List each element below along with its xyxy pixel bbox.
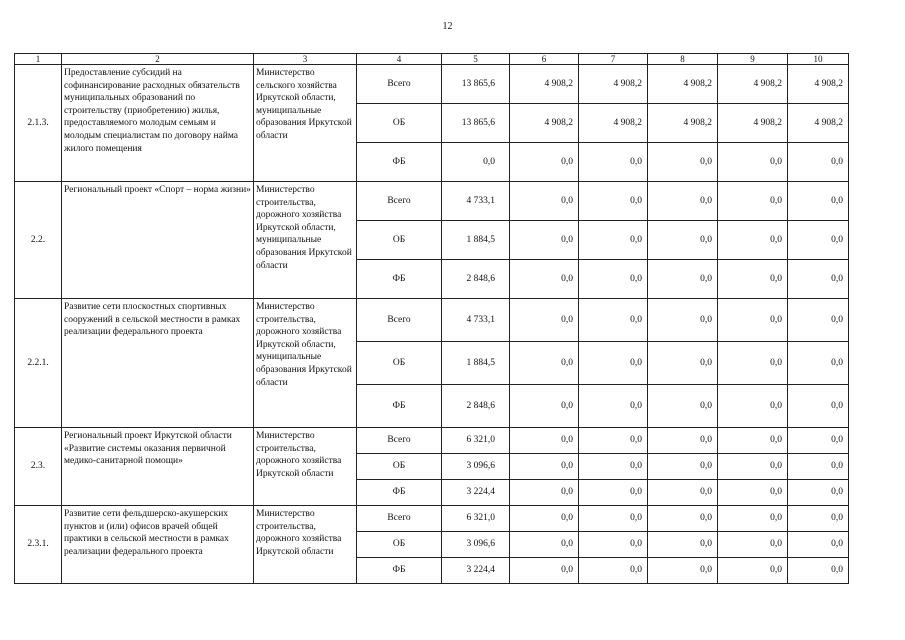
funding-value: 0,0 xyxy=(648,454,718,480)
measure-description: Развитие сети фельдшерско-акушерских пунктов и (или) офисов врачей общей практики в сельской местности в рамках реализации федерального проекта xyxy=(62,506,254,584)
funding-value: 0,0 xyxy=(788,558,849,584)
funding-value: 13 865,6 xyxy=(442,104,510,143)
funding-value: 0,0 xyxy=(788,260,849,299)
funding-value: 0,0 xyxy=(788,221,849,260)
funding-source: ОБ xyxy=(357,454,442,480)
funding-value: 0,0 xyxy=(579,143,648,182)
funding-value: 0,0 xyxy=(718,221,788,260)
funding-value: 0,0 xyxy=(788,532,849,558)
funding-value: 4 908,2 xyxy=(788,104,849,143)
funding-value: 0,0 xyxy=(648,143,718,182)
funding-value: 0,0 xyxy=(510,299,579,342)
funding-value: 0,0 xyxy=(510,221,579,260)
funding-value: 0,0 xyxy=(510,342,579,385)
header-cell: 9 xyxy=(718,54,788,65)
funding-source: Всего xyxy=(357,506,442,532)
measure-description: Региональный проект Иркутской области «Развитие системы оказания первичной медико-санитарной помощи» xyxy=(62,428,254,506)
funding-value: 0,0 xyxy=(648,480,718,506)
funding-value: 0,0 xyxy=(510,506,579,532)
measure-description: Региональный проект «Спорт – норма жизни» xyxy=(62,182,254,299)
funding-value: 0,0 xyxy=(648,182,718,221)
responsible-executor: Министерство строительства, дорожного хозяйства Иркутской области, муниципальные образования Иркутской области xyxy=(254,182,357,299)
row-number: 2.3.1. xyxy=(15,506,62,584)
funding-source: Всего xyxy=(357,182,442,221)
funding-value: 6 321,0 xyxy=(442,506,510,532)
row-number: 2.2. xyxy=(15,182,62,299)
funding-source: Всего xyxy=(357,65,442,104)
table-row xyxy=(15,182,849,221)
funding-value: 0,0 xyxy=(788,299,849,342)
funding-source: ФБ xyxy=(357,143,442,182)
table-row xyxy=(15,506,849,532)
funding-value: 4 908,2 xyxy=(648,65,718,104)
table-row xyxy=(15,428,849,454)
funding-value: 0,0 xyxy=(648,532,718,558)
funding-value: 0,0 xyxy=(718,143,788,182)
funding-value: 0,0 xyxy=(510,385,579,428)
funding-source: ОБ xyxy=(357,532,442,558)
funding-value: 0,0 xyxy=(718,182,788,221)
funding-value: 0,0 xyxy=(579,182,648,221)
measure-description: Предоставление субсидий на софинансирование расходных обязательств муниципальных образований по строительству (приобретению) жилья, предоставляемого молодым семьям и молодым специалистам по договору найма жилого помещения xyxy=(62,65,254,182)
funding-value: 0,0 xyxy=(788,480,849,506)
funding-source: ФБ xyxy=(357,480,442,506)
row-number: 2.3. xyxy=(15,428,62,506)
funding-value: 0,0 xyxy=(788,385,849,428)
funding-source: ФБ xyxy=(357,260,442,299)
funding-value: 0,0 xyxy=(648,558,718,584)
funding-value: 13 865,6 xyxy=(442,65,510,104)
page-number: 12 xyxy=(442,21,453,32)
funding-value: 4 908,2 xyxy=(648,104,718,143)
responsible-executor: Министерство сельского хозяйства Иркутской области, муниципальные образования Иркутской области xyxy=(254,65,357,182)
funding-value: 4 908,2 xyxy=(510,65,579,104)
header-row xyxy=(15,54,849,65)
row-number: 2.2.1. xyxy=(15,299,62,428)
funding-source: ОБ xyxy=(357,221,442,260)
budget-table xyxy=(14,53,849,584)
funding-value: 2 848,6 xyxy=(442,385,510,428)
funding-source: Всего xyxy=(357,428,442,454)
responsible-executor: Министерство строительства, дорожного хозяйства Иркутской области xyxy=(254,428,357,506)
funding-source: Всего xyxy=(357,299,442,342)
header-cell: 10 xyxy=(788,54,849,65)
funding-source: ФБ xyxy=(357,385,442,428)
measure-description: Развитие сети плоскостных спортивных сооружений в сельской местности в рамках реализации федерального проекта xyxy=(62,299,254,428)
funding-value: 4 908,2 xyxy=(579,65,648,104)
funding-value: 4 908,2 xyxy=(718,65,788,104)
funding-value: 1 884,5 xyxy=(442,221,510,260)
funding-value: 0,0 xyxy=(510,532,579,558)
funding-value: 0,0 xyxy=(510,480,579,506)
funding-value: 0,0 xyxy=(648,385,718,428)
header-cell: 7 xyxy=(579,54,648,65)
funding-source: ОБ xyxy=(357,104,442,143)
funding-value: 0,0 xyxy=(718,428,788,454)
funding-value: 0,0 xyxy=(718,506,788,532)
funding-value: 4 733,1 xyxy=(442,182,510,221)
funding-value: 0,0 xyxy=(579,428,648,454)
funding-value: 0,0 xyxy=(579,385,648,428)
funding-value: 0,0 xyxy=(718,342,788,385)
funding-value: 0,0 xyxy=(579,480,648,506)
header-cell: 4 xyxy=(357,54,442,65)
funding-value: 0,0 xyxy=(788,182,849,221)
table-row xyxy=(15,65,849,104)
funding-value: 0,0 xyxy=(510,428,579,454)
funding-value: 3 096,6 xyxy=(442,454,510,480)
funding-value: 0,0 xyxy=(579,299,648,342)
funding-value: 0,0 xyxy=(579,342,648,385)
funding-value: 0,0 xyxy=(788,342,849,385)
funding-value: 4 908,2 xyxy=(788,65,849,104)
funding-value: 0,0 xyxy=(648,299,718,342)
responsible-executor: Министерство строительства, дорожного хозяйства Иркутской области xyxy=(254,506,357,584)
funding-value: 0,0 xyxy=(648,428,718,454)
responsible-executor: Министерство строительства, дорожного хозяйства Иркутской области, муниципальные образования Иркутской области xyxy=(254,299,357,428)
funding-value: 0,0 xyxy=(442,143,510,182)
funding-value: 4 733,1 xyxy=(442,299,510,342)
funding-value: 0,0 xyxy=(579,454,648,480)
funding-value: 0,0 xyxy=(648,221,718,260)
header-cell: 8 xyxy=(648,54,718,65)
funding-value: 0,0 xyxy=(510,182,579,221)
funding-value: 4 908,2 xyxy=(510,104,579,143)
funding-value: 0,0 xyxy=(718,558,788,584)
funding-value: 1 884,5 xyxy=(442,342,510,385)
funding-value: 0,0 xyxy=(579,532,648,558)
funding-value: 0,0 xyxy=(718,299,788,342)
funding-value: 0,0 xyxy=(718,454,788,480)
funding-value: 3 224,4 xyxy=(442,558,510,584)
funding-source: ФБ xyxy=(357,558,442,584)
funding-value: 0,0 xyxy=(718,532,788,558)
funding-value: 4 908,2 xyxy=(579,104,648,143)
funding-value: 0,0 xyxy=(788,143,849,182)
funding-value: 0,0 xyxy=(510,260,579,299)
funding-value: 6 321,0 xyxy=(442,428,510,454)
funding-value: 0,0 xyxy=(788,428,849,454)
funding-value: 4 908,2 xyxy=(718,104,788,143)
funding-value: 0,0 xyxy=(718,260,788,299)
header-cell: 5 xyxy=(442,54,510,65)
row-number: 2.1.3. xyxy=(15,65,62,182)
header-cell: 3 xyxy=(254,54,357,65)
funding-value: 0,0 xyxy=(579,221,648,260)
funding-value: 0,0 xyxy=(718,480,788,506)
funding-value: 0,0 xyxy=(510,143,579,182)
funding-value: 0,0 xyxy=(788,506,849,532)
funding-value: 3 096,6 xyxy=(442,532,510,558)
funding-value: 2 848,6 xyxy=(442,260,510,299)
funding-value: 0,0 xyxy=(788,454,849,480)
funding-value: 0,0 xyxy=(648,342,718,385)
funding-value: 0,0 xyxy=(648,260,718,299)
table-row xyxy=(15,299,849,342)
funding-source: ОБ xyxy=(357,342,442,385)
funding-value: 0,0 xyxy=(510,558,579,584)
header-cell: 2 xyxy=(62,54,254,65)
funding-value: 0,0 xyxy=(579,558,648,584)
funding-value: 0,0 xyxy=(579,506,648,532)
funding-value: 3 224,4 xyxy=(442,480,510,506)
funding-value: 0,0 xyxy=(718,385,788,428)
funding-value: 0,0 xyxy=(579,260,648,299)
header-cell: 6 xyxy=(510,54,579,65)
funding-value: 0,0 xyxy=(510,454,579,480)
funding-value: 0,0 xyxy=(648,506,718,532)
header-cell: 1 xyxy=(15,54,62,65)
